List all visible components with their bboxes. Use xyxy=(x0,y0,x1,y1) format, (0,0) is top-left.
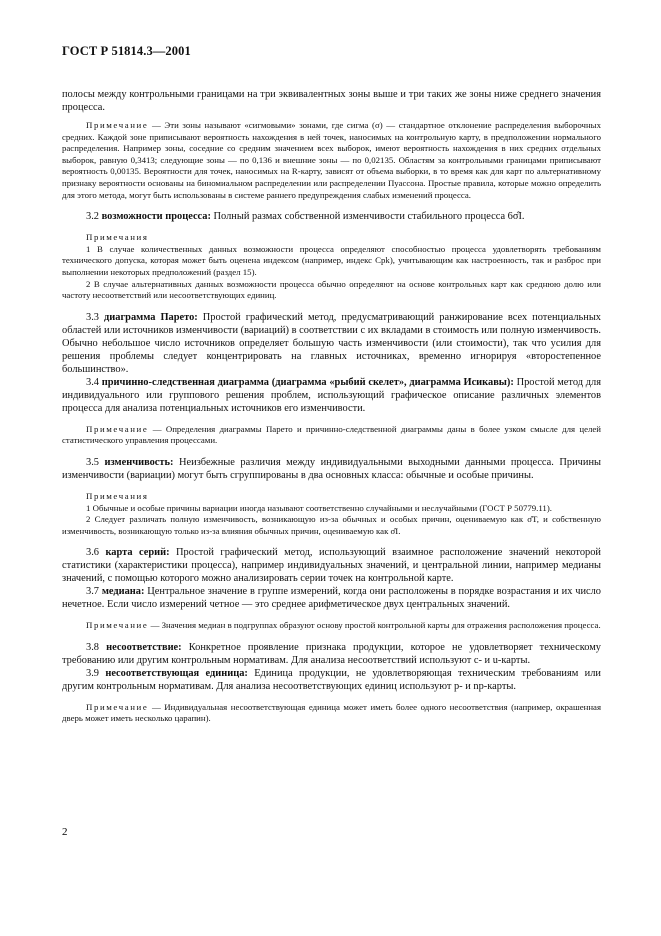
section-3-5 xyxy=(62,456,601,482)
definition: Простой графический метод, предусматривающий ранжирование всех потенциальных областей или источников изменчивости (вариаций) в соответствии с их вкладами в стоимость или полную изменчивость. Обычно небольшое число источников определяет большую часть изменчивости (или стоимости), так что усилия для решения проблемы следует концентрировать на главных источниках, временно игнорируя «второстепенное большинство». xyxy=(62,311,601,375)
section-3-9 xyxy=(62,667,601,693)
note-text: — Значения медиан в подгруппах образуют основу простой контрольной карты для отражения расположения процесса. xyxy=(148,620,601,631)
term: причинно-следственная диаграмма (диаграмма «рыбий скелет», диаграмма Исикавы): xyxy=(101,376,514,388)
note-zones xyxy=(62,120,601,201)
note-nonconforming xyxy=(62,702,601,725)
term: карта серий: xyxy=(105,547,170,559)
section-number: 3.2 xyxy=(86,211,102,223)
note-item: 1 В случае количественных данных возможности процесса определяют способностью процесса удовлетворять требованиям технического допуска, которая может быть оценена индексом (например, индекс Cpk), учитывающим как настроенность, так и разброс при выполнении некоторых предположений (раздел 15). xyxy=(62,243,601,277)
term: возможности процесса: xyxy=(101,211,211,223)
definition: Единица продукции, не удовлетворяющая техническим требованиям или другим контрольным нормативам. Для анализа несоответствующих единиц используют p- и np-карты. xyxy=(62,667,601,692)
section-number: 3.3 xyxy=(86,311,105,323)
term: несоответствие: xyxy=(106,641,182,653)
definition: Конкретное проявление признака продукции, которое не удовлетворяет техническому требованию или другим контрольным нормативам. Для анализа несоответствий используют c- и u-карты. xyxy=(62,641,601,666)
definition: Простой графический метод, использующий взаимное расположение значений некоторой статистики (характеристики процесса), например индивидуальных значений, и центральной линии, например медианы значений, с помощью которого можно анализировать серии точек на контрольной карте. xyxy=(62,547,601,585)
note-text: — Индивидуальная несоответствующая единица может иметь более одного несоответствия (например, окрашенная дверь может иметь несколько царапин). xyxy=(62,701,601,724)
section-3-2 xyxy=(62,210,601,223)
note-item: 2 Следует различать полную изменчивость, возникающую из-за обычных и особых причин, оцениваемую как σ̂T, и собственную изменчивость, возникающую только из-за влияния обычных причин, оцениваемую как σ̂I. xyxy=(62,514,601,536)
paragraph-continuation: полосы между контрольными границами на три эквивалентных зоны выше и три таких же зоны ниже среднего значения процесса. xyxy=(62,89,601,113)
definition: Неизбежные различия между индивидуальными выходными данными процесса. Причины изменчивости (вариации) могут быть сгруппированы в два основных класса: обычные и особые причины. xyxy=(62,456,601,481)
section-number: 3.4 xyxy=(86,376,102,388)
note-median xyxy=(62,620,601,632)
section-number: 3.8 xyxy=(86,641,107,653)
notes-label: Примечания xyxy=(86,490,149,501)
note-pareto xyxy=(62,424,601,447)
section-3-3 xyxy=(62,311,601,376)
note-label: Примечание xyxy=(86,620,149,631)
term: диаграмма Парето: xyxy=(104,311,198,323)
term: медиана: xyxy=(101,586,145,598)
notes-label: Примечания xyxy=(86,232,149,243)
section-3-4 xyxy=(62,376,601,415)
term: несоответствующая единица: xyxy=(105,667,248,679)
section-number: 3.9 xyxy=(86,667,106,679)
note-label: Примечание xyxy=(86,423,149,434)
note-item: 1 Обычные и особые причины вариации иногда называют соответственно случайными и неслучайными (ГОСТ Р 50779.11). xyxy=(86,502,552,513)
section-number: 3.5 xyxy=(86,456,105,468)
definition: Центральное значение в группе измерений, когда они расположены в порядке возрастания и их число нечетное. Если число измерений четное — это среднее арифметическое двух центральных значений. xyxy=(62,586,602,611)
section-number: 3.7 xyxy=(86,586,102,598)
note-item: 2 В случае альтернативных данных возможности процесса обычно определяют на основе контрольных карт как среднюю долю или частоту несоответствий или несоответствующих единиц. xyxy=(62,278,601,301)
note-label: Примечание xyxy=(86,701,149,712)
note-text: — Определения диаграммы Парето и причинно-следственной диаграммы даны в более узком смысле для целей статистического управления процессами. xyxy=(62,423,601,446)
term: изменчивость: xyxy=(104,456,174,468)
section-3-8 xyxy=(62,641,601,667)
note-text: — Эти зоны называют «сигмовыми» зонами, где сигма (σ) — стандартное отклонение распределения выборочных средних. Каждой зоне приписывают вероятность нахождения в ней точек, наносимых на контрольную карту, в предположении нормального распределения. Например зоны, соседние со средним значением всех выборок, имеют вероятность нахождения в них средних отдельных выборок, равную 0,3413; следующие зоны — по 0,136 и внешние зоны — по 0,02135. Областям за контрольными границами приписывают вероятность 0,00135. Вероятности для точек, наносимых на R-карту, зависят от объема выборки, в то время как для карт по альтернативному признаку вероятности основаны на биномиальном распределении или распределении Пуассона. Простые правила, которые можно определить для этого метода, могут быть использованы в системе раннего предупреждения слабых изменений процесса. xyxy=(62,120,601,200)
section-3-6 xyxy=(62,546,601,585)
note-label: Примечание xyxy=(86,120,149,130)
page-header: ГОСТ Р 51814.3—2001 xyxy=(62,44,191,58)
definition: Простой метод для индивидуального или группового решения проблем, использующий графическое описание различных элементов процесса для анализа потенциальных источников его изменчивости. xyxy=(62,376,601,414)
section-3-7 xyxy=(62,585,601,611)
definition: Полный размах собственной изменчивости стабильного процесса 6σ̂I. xyxy=(210,211,525,223)
page-number: 2 xyxy=(62,826,68,838)
section-number: 3.6 xyxy=(86,547,106,559)
